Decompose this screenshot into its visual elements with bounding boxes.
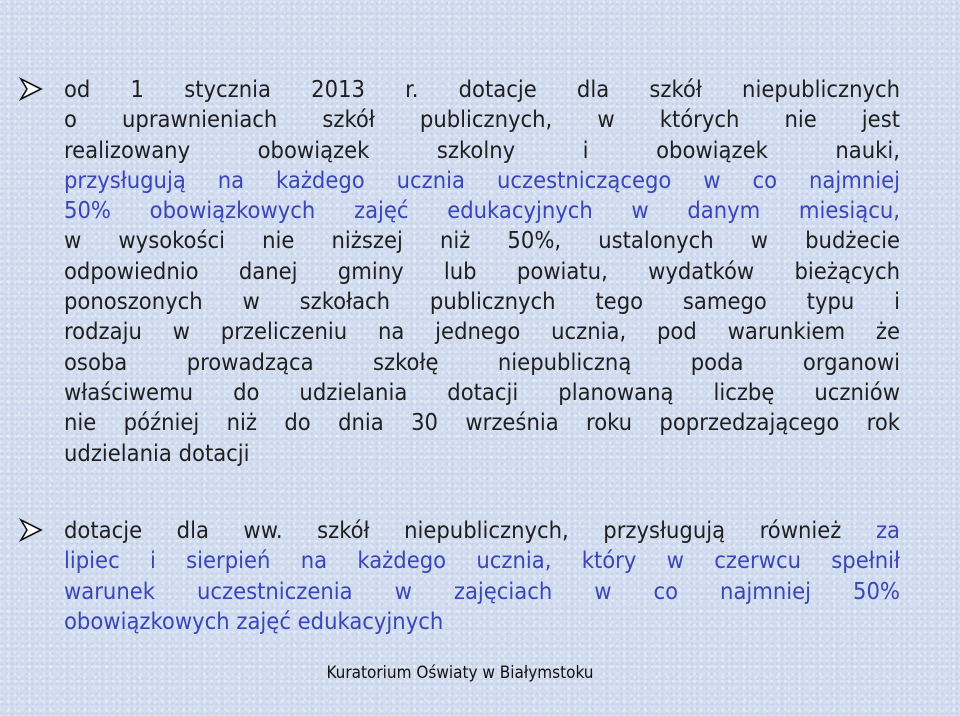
highlighted-text-segment: za: [875, 516, 900, 544]
text-segment: dotacje dla ww. szkół niepublicznych, przysługują również: [64, 516, 876, 544]
text-segment: ponoszonych w szkołach publicznych tego samego typu i: [64, 287, 900, 316]
highlighted-text-segment: przysługują na każdego ucznia uczestniczącego w co najmniej: [64, 165, 900, 194]
text-line: [64, 377, 900, 407]
bullet-1-text: [64, 74, 900, 468]
text-segment: nie później niż do dnia 30 września roku poprzedzającego rok: [64, 408, 900, 437]
text-segment: udzielania dotacji: [64, 438, 250, 467]
text-line: [64, 606, 900, 636]
text-line: [64, 74, 900, 104]
text-line: [64, 286, 900, 316]
text-line: [64, 316, 900, 346]
text-line: [64, 347, 900, 377]
footer-organization: Kuratorium Oświaty w Białymstoku: [326, 663, 594, 683]
bullet-item-1: [64, 74, 900, 468]
text-segment: rodzaju w przeliczeniu na jednego ucznia, pod warunkiem że: [64, 317, 900, 346]
text-line: [64, 104, 900, 134]
text-segment: o uprawnieniach szkół publicznych, w których nie jest: [64, 105, 900, 134]
text-segment: realizowany obowiązek szkolny i obowiązek nauki,: [64, 135, 900, 164]
text-line: [64, 195, 900, 225]
text-line: [64, 256, 900, 286]
text-line: [64, 225, 900, 255]
highlighted-text-segment: warunek uczestniczenia w zajęciach w co najmniej 50%: [64, 576, 900, 605]
arrow-bullet-icon: [18, 517, 44, 543]
text-segment: właściwemu do udzielania dotacji planowaną liczbę uczniów: [64, 377, 900, 406]
bullet-2-text: [64, 515, 900, 636]
bullet-item-2: [64, 515, 900, 636]
text-segment: od 1 stycznia 2013 r. dotacje dla szkół niepublicznych: [64, 75, 900, 103]
arrow-bullet-icon: [18, 76, 44, 102]
text-segment: w wysokości nie niższej niż 50%, ustalonych w budżecie: [64, 226, 900, 255]
text-line: [64, 135, 900, 165]
text-segment: odpowiednio danej gminy lub powiatu, wydatków bieżących: [64, 256, 900, 285]
text-line: [64, 407, 900, 437]
text-segment: osoba prowadząca szkołę niepubliczną poda organowi: [64, 347, 900, 376]
highlighted-text-segment: 50% obowiązkowych zajęć edukacyjnych w danym miesiącu,: [64, 196, 900, 225]
highlighted-text-segment: lipiec i sierpień na każdego ucznia, który w czerwcu spełnił: [64, 546, 900, 575]
text-line: [64, 576, 900, 606]
text-line: [64, 438, 900, 468]
highlighted-text-segment: obowiązkowych zajęć edukacyjnych: [64, 606, 444, 635]
text-line: [64, 515, 900, 545]
text-line: [64, 545, 900, 575]
text-line: [64, 165, 900, 195]
